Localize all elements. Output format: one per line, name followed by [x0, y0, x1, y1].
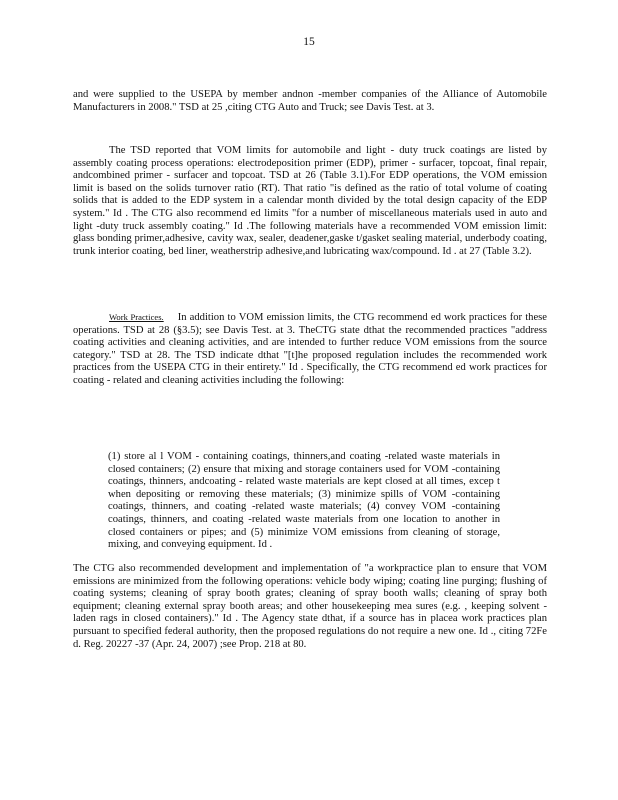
- block-quote-work-practices: (1) store al l VOM - containing coatings, thinners,and coating -related waste materials in closed containers; (2) ensure that mixing and storage containers used for VOM -containing coatings, thinners, andcoating - related waste materials are kept closed at all times, excep t when depositing or removing these materials; (3) minimize spills of VOM -containing coatings, thinners, and coating -related waste materials; (4) convey VOM -containing coatings, thinners, and coating -related waste materials from one location to another in closed containers or pipes; and (5) minimize VOM emissions from cleaning of storage, mixing, and conveying equipment. Id .: [108, 451, 500, 551]
- page-number: 15: [303, 36, 315, 48]
- paragraph-intro-continuation: and were supplied to the USEPA by member andnon -member companies of the Alliance of Automobile Manufacturers in 2008." TSD at 25 ,citing CTG Auto and Truck; see Davis Test. at 3.: [73, 89, 547, 113]
- paragraph-work-practice-plan: The CTG also recommended development and implementation of "a workpractice plan to ensure that VOM emissions are minimized from the following operations: vehicle body wiping; coating line purging; flushing of coating systems; cleaning of spray booth grates; cleaning of spray booth walls; cleaning of spray both equipment; cleaning external spray booth areas; and other housekeeping mea sures (e.g. , keeping solvent -laden rags in closed containers)." Id . The Agency state dthat, if a source has in placea work practices plan pursuant to specified federal authority, then the proposed regulations do not require a new one. Id ., citing 72Fe d. Reg. 20227 -37 (Apr. 24, 2007) ;see Prop. 218 at 80.: [73, 563, 547, 650]
- paragraph-voc-limits: The TSD reported that VOM limits for automobile and light - duty truck coatings are listed by assembly coating process operations: electrodeposition primer (EDP), primer - surfacer, topcoat, final repair, andcombined primer - surfacer and topcoat. TSD at 26 (Table 3.1).For EDP operations, the VOM emission limit is based on the solids turnover ratio (RT). That ratio "is defined as the ratio of total volume of coating solids that is added to the EDP system in a calendar month divided by the total design capacity of the EDP system." Id . The CTG also recommend ed limits "for a number of miscellaneous materials used in auto and light -duty truck assembly coating." Id .The following materials have a recommended VOM emission limit: glass bonding primer,adhesive, cavity wax, sealer, deadener,gaske t/gasket sealing material, underbody coating, trunk interior coating, bed liner, weatherstrip adhesive,and lubricating wax/compound. Id . at 27 (Table 3.2).: [73, 145, 547, 257]
- work-practices-heading: Work Practices.: [109, 312, 164, 322]
- paragraph-work-practices: [73, 311, 547, 388]
- work-practices-text: In addition to VOM emission limits, the CTG recommend ed work practices for these operations. TSD at 28 (§3.5); see Davis Test. at 3. TheCTG state dthat the recommended practices "address coating activities and cleaning activities, and are intended to further reduce VOM emissions from the source category." TSD at 28. The TSD indicate dthat "[t]he proposed regulation includes the recommended work practices from the USEPA CTG in their entirety." Id . Specifically, the CTG recommend ed work practices for coating - related and cleaning activities including the following:: [73, 312, 547, 386]
